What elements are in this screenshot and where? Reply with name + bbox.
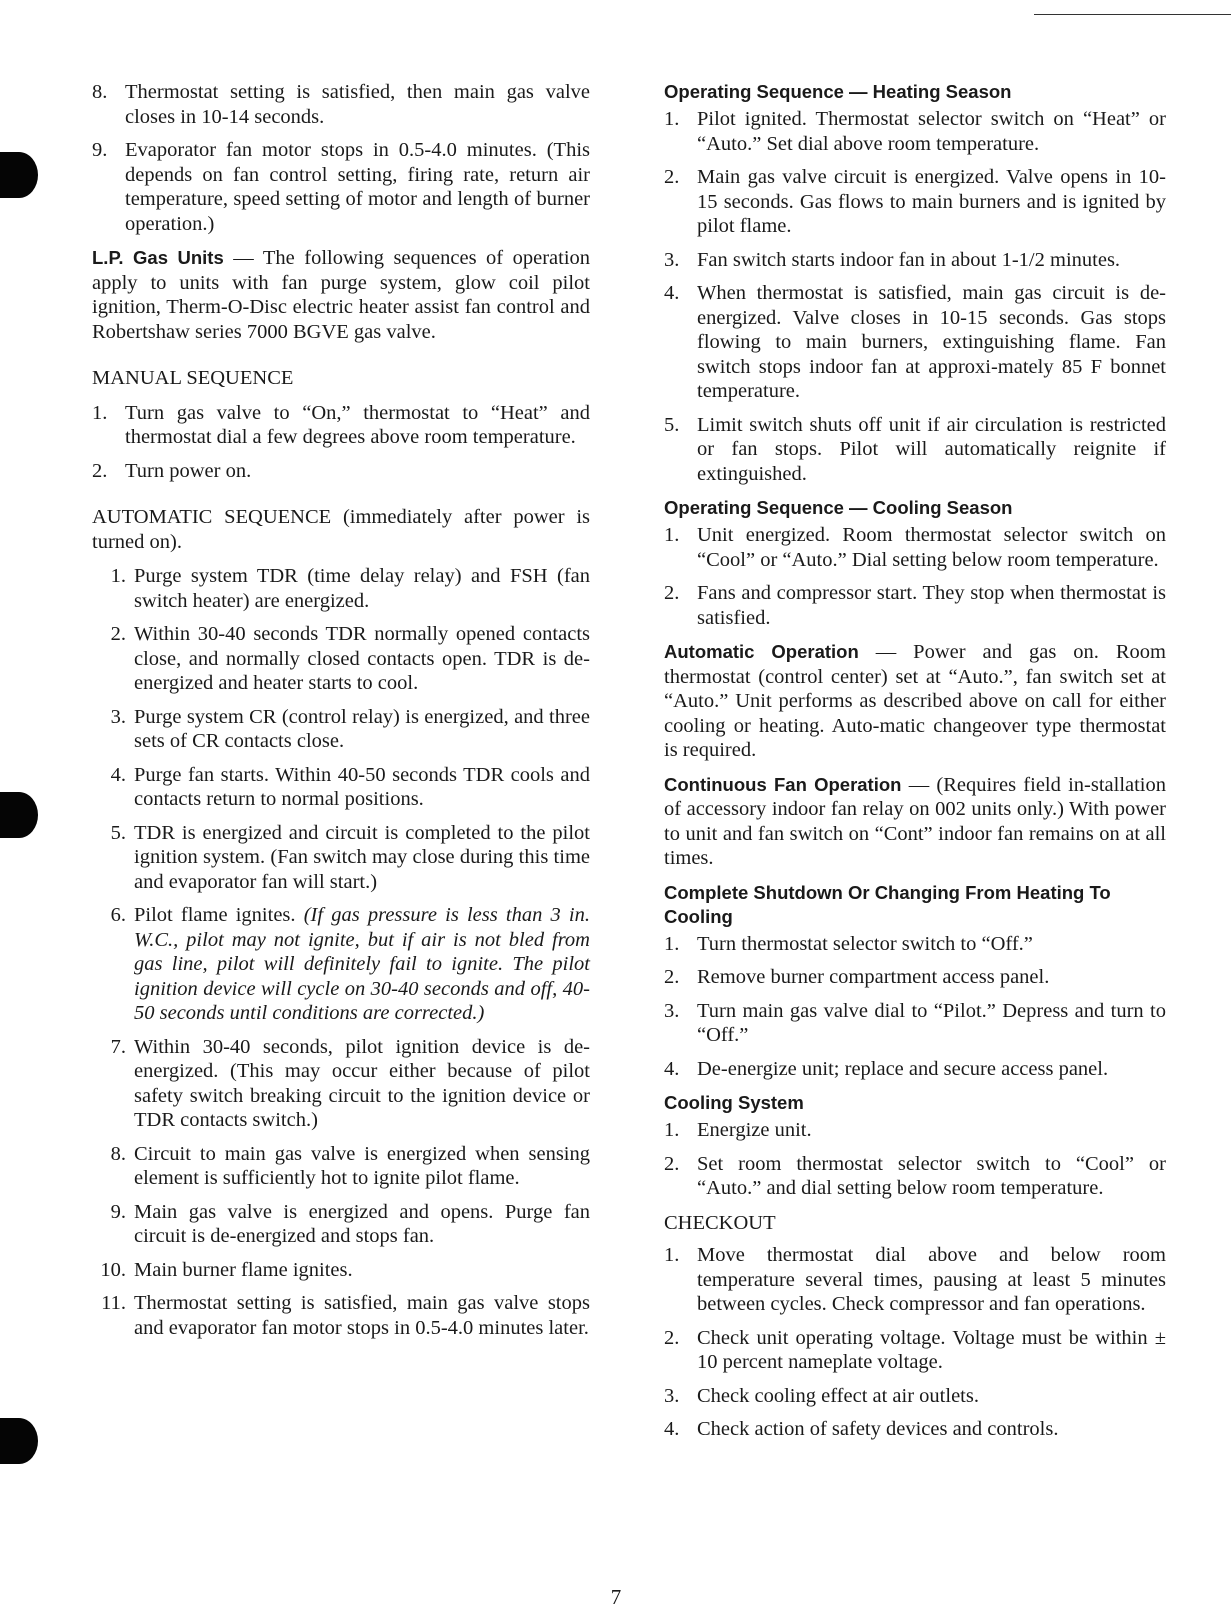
lp-gas-paragraph: L.P. Gas Units — The following sequences of operation apply to units with fan purge system, glow coil pilot ignition, Therm-O-Disc electric heater assist fan control and Robertshaw series 7000 BGVE gas valve.: [92, 247, 591, 343]
list-item: 5. TDR is energized and circuit is completed to the pilot ignition system. (Fan switch may close during this time and evaporator fan will start.): [110, 821, 590, 893]
list-item: 2. Set room thermostat selector switch to “Cool” or “Auto.” and dial setting below room temperature.: [664, 1152, 1166, 1199]
heating-season-list: [664, 107, 1166, 486]
shutdown-list: [664, 932, 1166, 1082]
checkout-heading: CHECKOUT: [664, 1211, 776, 1234]
list-item: 2. Main gas valve circuit is energized. Valve opens in 10-15 seconds. Gas flows to main burners and is ignited by pilot flame.: [664, 166, 1166, 237]
right-column: [664, 80, 1166, 1452]
list-item: 11. Thermostat setting is satisfied, main gas valve stops and evaporator fan motor stops in 0.5-4.0 minutes later.: [101, 1292, 590, 1339]
list-item: 1. Purge system TDR (time delay relay) and FSH (fan switch heater) are energized.: [110, 565, 590, 612]
list-item: 1. Energize unit.: [664, 1119, 812, 1141]
list-item: 9. Evaporator fan motor stops in 0.5-4.0 minutes. (This depends on fan control setting, firing rate, return air temperature, speed setting of motor and length of burner operation.): [92, 139, 590, 235]
cooling-system-heading: Cooling System: [664, 1092, 804, 1113]
cooling-season-heading: Operating Sequence — Cooling Season: [664, 497, 1013, 518]
italic-note: (If gas pressure is less than 3 in. W.C., pilot may not ignite, but if air is not bled from gas line, pilot will definitely fail to ignite. The pilot ignition device will cycle on 30-40 seconds and off, 40-50 seconds until conditions are corrected.): [134, 904, 590, 1024]
list-item: 1. Unit energized. Room thermostat selector switch on “Cool” or “Auto.” Dial setting below room temperature.: [664, 524, 1166, 571]
automatic-operation-paragraph: Automatic Operation — Power and gas on. Room thermostat (control center) set at “Auto.”, fan switch set at “Auto.” Unit performs as described above on call for either cooling or heating. Auto-matic changeover type thermostat is required.: [664, 641, 1166, 761]
page-number: 7: [610, 1585, 622, 1609]
list-item: 2. Within 30-40 seconds TDR normally opened contacts close, and normally closed contacts open. TDR is de-energized and heater starts to cool.: [110, 623, 590, 694]
list-item: 3. Fan switch starts indoor fan in about 1-1/2 minutes.: [664, 248, 1121, 271]
item-with-italic: Pilot flame ignites. (If gas pressure is less than 3 in. W.C., pilot may not ignite, but if air is not bled from gas line, pilot will definitely fail to ignite. The pilot ignition device will cycle on 30-40 seconds and off, 40-50 seconds until conditions are corrected.): [134, 904, 590, 1024]
cooling-season-list: [664, 523, 1166, 630]
manual-sequence-list: [92, 401, 590, 484]
list-item: 6. Pilot flame ignites. (If gas pressure is less than 3 in. W.C., pilot may not ignite, but if air is not bled from gas line, pilot will definitely fail to ignite. The pilot ignition device will cycle on 30-40 seconds and off, 40-50 seconds until conditions are corrected.): [110, 904, 590, 1024]
list-item: 2. Fans and compressor start. They stop when thermostat is satisfied.: [664, 582, 1166, 629]
checkout-list: [664, 1243, 1166, 1442]
shutdown-heading: Complete Shutdown Or Changing From Heating To Cooling: [664, 881, 1111, 927]
lp-gas-heading: L.P. Gas Units: [92, 247, 224, 268]
punch-hole-1: [0, 152, 38, 198]
top-rule: [1034, 14, 1231, 15]
list-item: 7. Within 30-40 seconds, pilot ignition device is de-energized. (This may occur either because of pilot safety switch breaking circuit to the ignition device or TDR contacts switch.): [110, 1035, 590, 1131]
punch-hole-3: [0, 1418, 38, 1464]
punch-hole-2: [0, 792, 38, 838]
cooling-system-list: [664, 1118, 1166, 1201]
list-item: 8. Thermostat setting is satisfied, then main gas valve closes in 10-14 seconds.: [92, 81, 590, 128]
manual-sequence-heading: MANUAL SEQUENCE: [92, 367, 294, 389]
heating-season-heading: Operating Sequence — Heating Season: [664, 81, 1012, 102]
left-column: [92, 80, 590, 1350]
list-item: 4. When thermostat is satisfied, main gas circuit is de-energized. Valve closes in 10-15 seconds. Gas stops flowing to main burners, extinguishing flame. Fan switch stops indoor fan at approxi-mately 85 F bonnet temperature.: [664, 282, 1166, 402]
list-item: 2. Check unit operating voltage. Voltage must be within ± 10 percent nameplate voltage.: [664, 1326, 1166, 1373]
list-item: 8. Circuit to main gas valve is energized when sensing element is sufficiently hot to ignite pilot flame.: [110, 1142, 590, 1189]
list-continued: [92, 80, 590, 236]
list-item: 1. Move thermostat dial above and below room temperature several times, pausing at least 5 minutes between cycles. Check compressor and fan operations.: [664, 1244, 1166, 1315]
list-item: 1. Turn gas valve to “On,” thermostat to “Heat” and thermostat dial a few degrees above room temperature.: [92, 401, 590, 448]
continuous-fan-paragraph: Continuous Fan Operation — (Requires field in-stallation of accessory indoor fan relay on 002 units only.) With power to unit and fan switch on “Cont” indoor fan remains on at all times.: [664, 773, 1167, 869]
list-item: 4. Check action of safety devices and controls.: [664, 1418, 1059, 1440]
automatic-sequence-list: [92, 564, 590, 1340]
list-item: 1. Turn thermostat selector switch to “Off.”: [664, 932, 1033, 955]
list-item: 3. Purge system CR (control relay) is energized, and three sets of CR contacts close.: [110, 705, 590, 752]
list-item: 5. Limit switch shuts off unit if air circulation is restricted or fan stops. Pilot will automatically reignite if extinguished.: [664, 413, 1166, 485]
continuous-fan-heading: Continuous Fan Operation: [664, 773, 902, 795]
list-item: 2. Turn power on.: [92, 459, 252, 482]
list-item: 3. Check cooling effect at air outlets.: [664, 1384, 979, 1407]
list-item: 10. Main burner flame ignites.: [100, 1258, 353, 1281]
list-item: 9. Main gas valve is energized and opens. Purge fan circuit is de-energized and stops fan.: [110, 1200, 590, 1247]
list-item: 2. Remove burner compartment access panel.: [664, 966, 1050, 988]
list-item: 3. Turn main gas valve dial to “Pilot.” Depress and turn to “Off.”: [664, 999, 1166, 1046]
list-item: 4. De-energize unit; replace and secure access panel.: [664, 1057, 1109, 1080]
list-item: 4. Purge fan starts. Within 40-50 seconds TDR cools and contacts return to normal positions.: [110, 763, 590, 810]
automatic-sequence-heading: AUTOMATIC SEQUENCE (immediately after power is turned on).: [92, 506, 590, 553]
automatic-operation-heading: Automatic Operation: [664, 641, 859, 662]
list-item: 1. Pilot ignited. Thermostat selector switch on “Heat” or “Auto.” Set dial above room temperature.: [664, 108, 1166, 155]
